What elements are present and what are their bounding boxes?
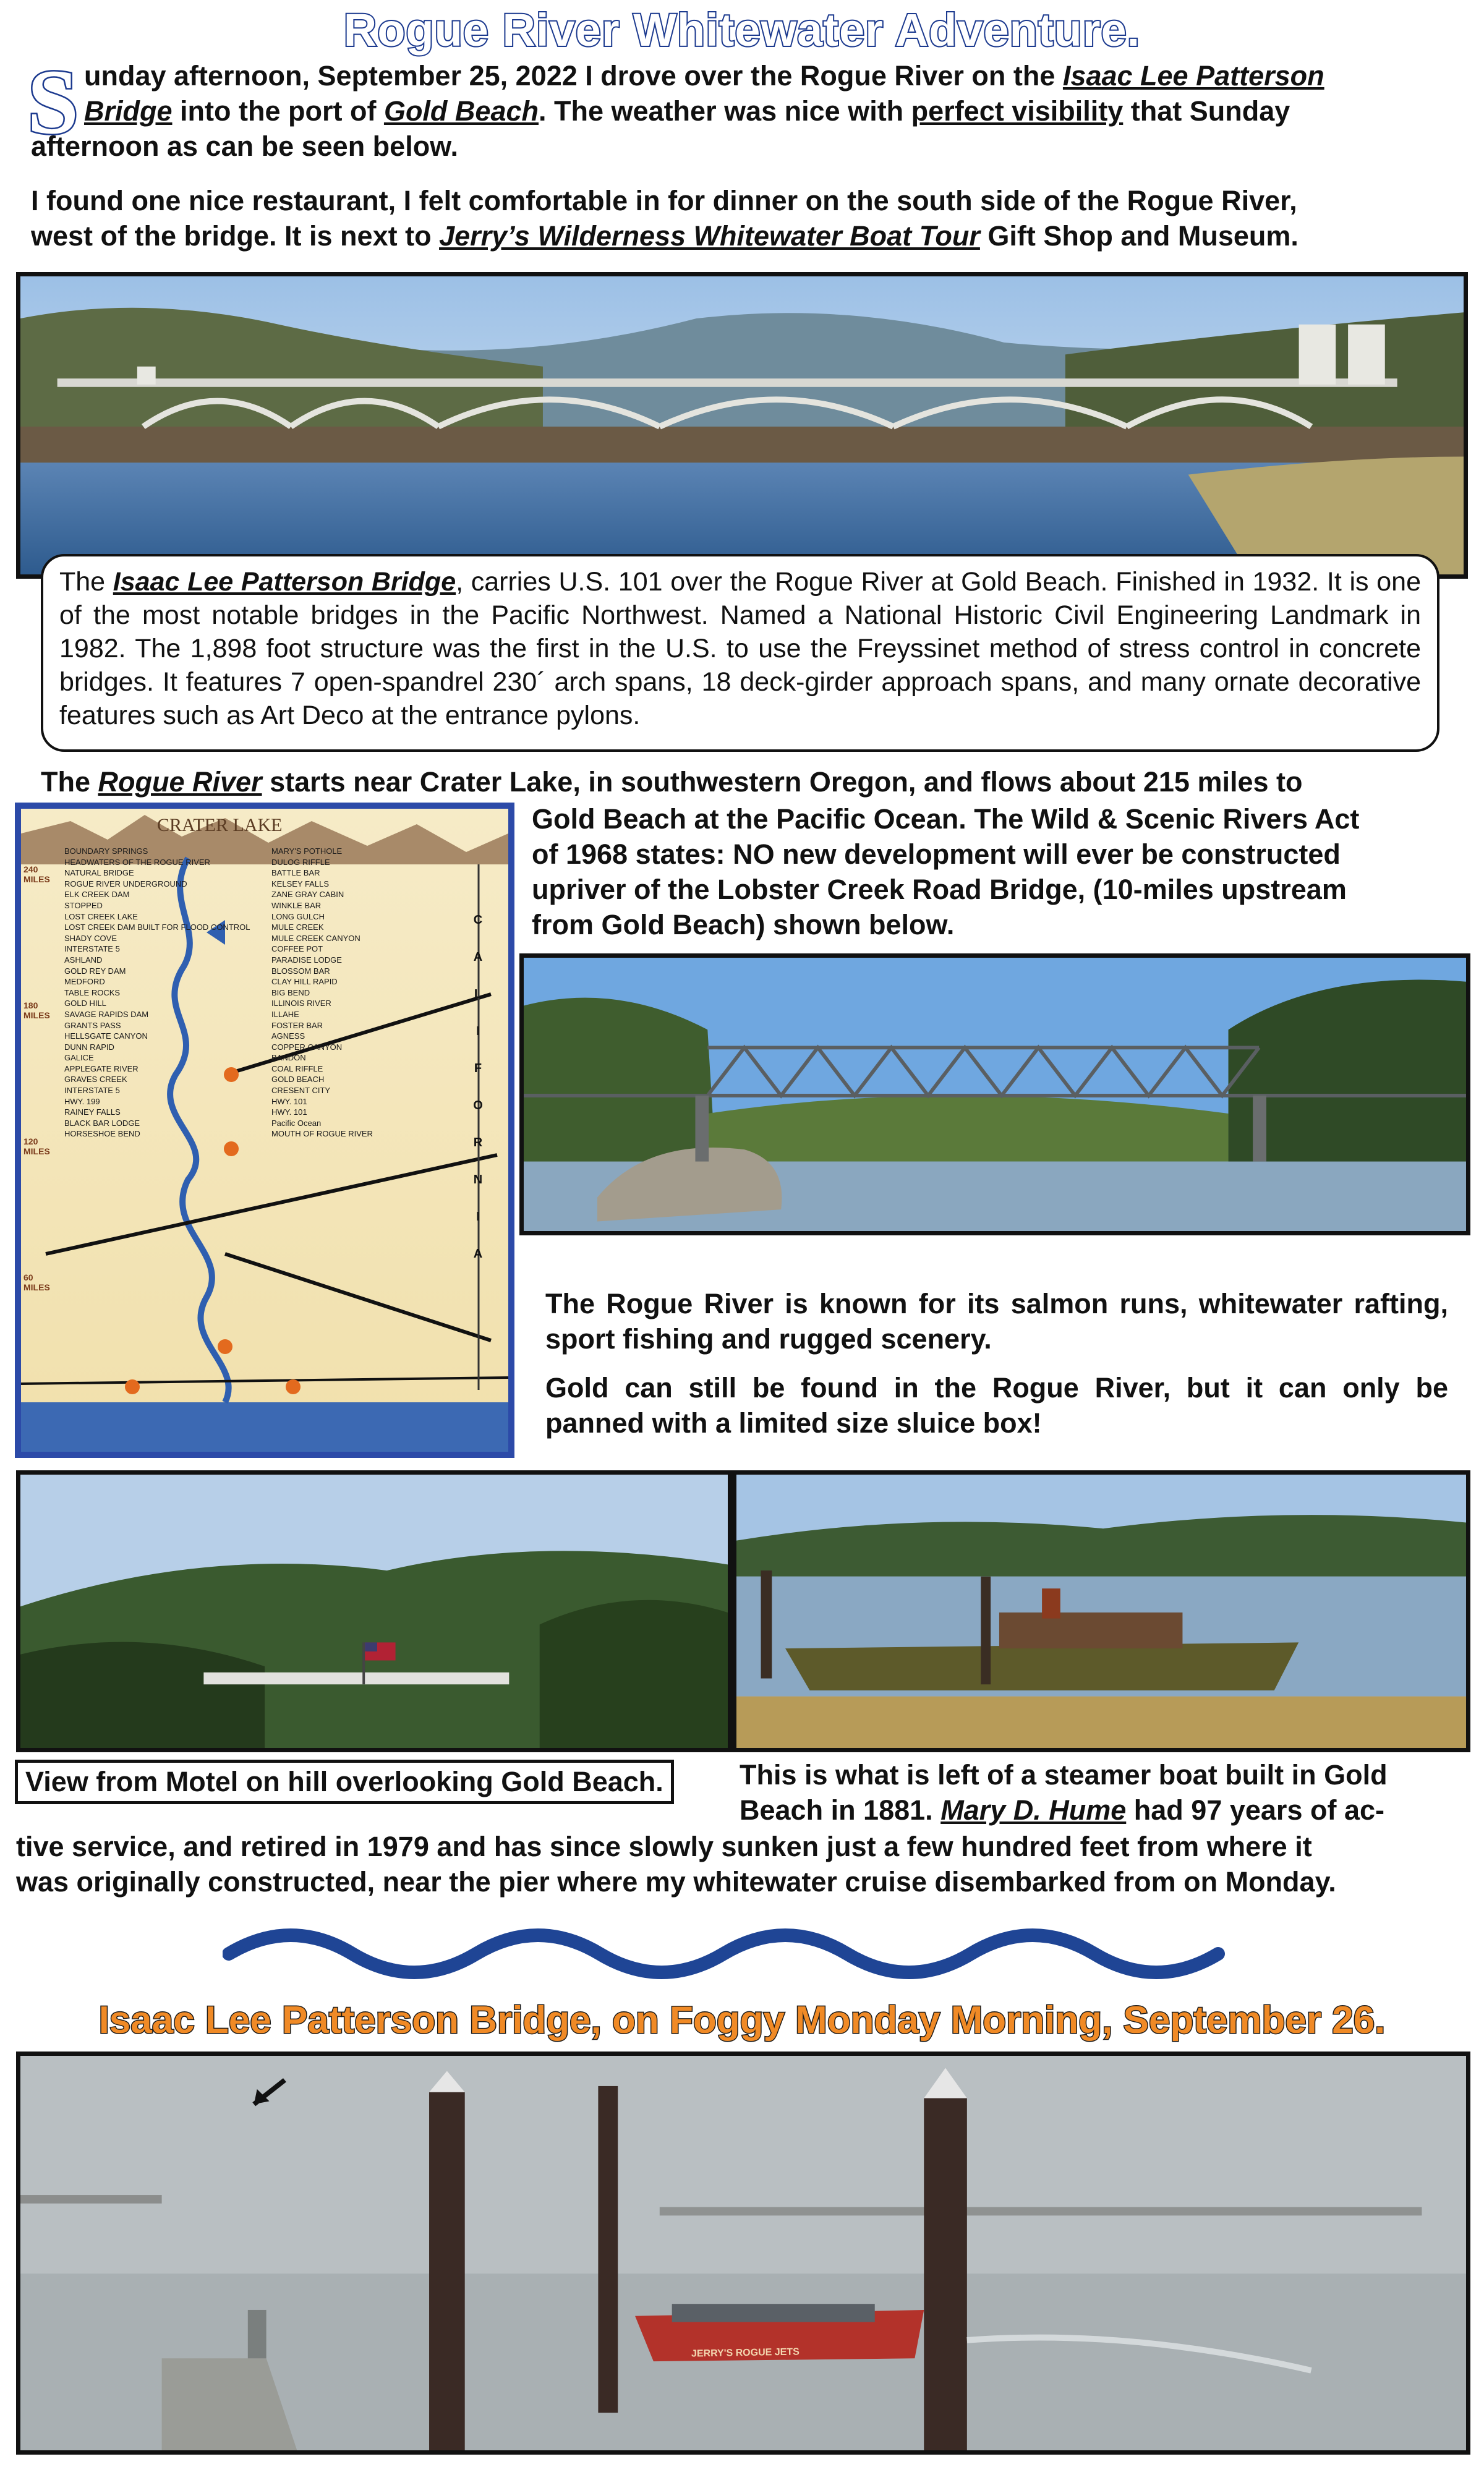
- california-letter: I: [476, 1210, 480, 1224]
- mile-marker: 60 MILES: [23, 1272, 50, 1292]
- california-letter: I: [476, 1025, 480, 1038]
- intro-text: into the port of: [172, 95, 384, 127]
- map-place-label: ROGUE RIVER UNDERGROUND: [64, 879, 187, 888]
- map-place-label: APPLEGATE RIVER: [64, 1063, 139, 1073]
- map-place-label: PARADISE LODGE: [271, 955, 342, 965]
- map-place-label: BLACK BAR LODGE: [64, 1118, 140, 1128]
- intro-paragraph-2: [31, 183, 1465, 254]
- motel-view-photo: [16, 1470, 732, 1752]
- map-place-label: HWY. 101: [271, 1107, 307, 1117]
- map-place-label: KELSEY FALLS: [271, 879, 329, 888]
- map-place-label: BANDON: [271, 1053, 306, 1063]
- map-place-label: HELLSGATE CANYON: [64, 1031, 148, 1041]
- california-letter: C: [473, 913, 483, 927]
- river-text: starts near Crater Lake, in southwestern Oregon, and flows about 215 miles to: [262, 766, 1303, 798]
- steamer-caption-bottom: [16, 1829, 1475, 1899]
- map-place-label: ILLINOIS RIVER: [271, 999, 331, 1008]
- map-place-label: INTERSTATE 5: [64, 1086, 120, 1096]
- california-letter: O: [473, 1099, 483, 1112]
- caption-text: , carries U.S. 101 over the Rogue River at Gold Beach. Finished in 1932. It is one of the most notable bridges in the Pacific Northwest. Named a National Historic Civil Engineering Landmark in 1982. The 1,898 foot structure was the first in the U.S. to use the Freyssinet method of stress control in concrete bridges. It features 7 open-spandrel 230´ arch spans, 18 deck-girder approach spans, and many ornate decorative features such as Art Deco at the entrance pylons.: [59, 567, 1421, 730]
- map-mile-markers: [23, 864, 61, 1408]
- rogue-river-link[interactable]: Rogue River: [98, 766, 262, 798]
- map-place-label: ASHLAND: [64, 955, 103, 965]
- map-place-label: BLOSSOM BAR: [271, 966, 330, 976]
- jerrys-link[interactable]: Jerry’s Wilderness Whitewater Boat Tour: [439, 220, 980, 252]
- motel-caption: View from Motel on hill overlooking Gold Beach.: [15, 1760, 674, 1804]
- map-place-label: SHADY COVE: [64, 933, 117, 943]
- map-place-label: GOLD BEACH: [271, 1075, 325, 1084]
- california-letter: A: [473, 950, 483, 964]
- page-title: Rogue River Whitewater Adventure.: [343, 4, 1141, 56]
- map-place-label: LOST CREEK DAM BUILT FOR FLOOD CONTROL: [64, 922, 250, 932]
- map-place-label: TABLE ROCKS: [64, 987, 121, 997]
- map-place-label: COFFEE POT: [271, 944, 323, 954]
- bridge-caption: [41, 554, 1439, 752]
- map-place-label: GRAVES CREEK: [64, 1075, 127, 1084]
- map-place-label: STOPPED: [64, 900, 103, 910]
- map-place-label: HEADWATERS OF THE ROGUE RIVER: [64, 857, 210, 867]
- map-place-label: AGNESS: [271, 1031, 305, 1041]
- lobster-creek-bridge-photo: [519, 953, 1470, 1235]
- map-place-label: BOUNDARY SPRINGS: [64, 846, 148, 856]
- map-place-label: COPPER CANYON: [271, 1042, 343, 1052]
- bridge-name-link[interactable]: Isaac Lee Patterson Bridge: [113, 567, 456, 597]
- steamer-text: tive service, and retired in 1979 and has since slowly sunken just a few hundred feet from where it: [16, 1831, 1312, 1862]
- map-place-label: HWY. 199: [64, 1096, 100, 1106]
- map-place-label: GOLD REY DAM: [64, 966, 126, 976]
- river-facts-1: The Rogue River is known for its salmon runs, whitewater rafting, sport fishing and rugged scenery.: [545, 1288, 1448, 1355]
- map-place-label: LONG GULCH: [271, 911, 325, 921]
- boat-name-label: JERRY'S ROGUE JETS: [691, 2346, 800, 2359]
- map-place-label: ZANE GRAY CABIN: [271, 890, 344, 900]
- steamer-text: This is what is left of a steamer boat built in Gold: [740, 1759, 1388, 1791]
- map-place-label: MEDFORD: [64, 977, 105, 987]
- steamer-text: was originally constructed, near the pier where my whitewater cruise disembarked from on Monday.: [16, 1866, 1336, 1898]
- bridge-link-2[interactable]: Bridge: [84, 95, 173, 127]
- map-place-list: [64, 846, 460, 1140]
- map-canvas: [21, 809, 508, 1452]
- steamer-caption-top: [740, 1757, 1469, 1828]
- map-place-label: FOSTER BAR: [271, 1020, 323, 1030]
- mary-d-hume-link[interactable]: Mary D. Hume: [940, 1794, 1127, 1826]
- caption-text: The: [59, 567, 113, 597]
- steamer-text: had 97 years of ac-: [1126, 1794, 1384, 1826]
- map-place-label: MOUTH OF ROGUE RIVER: [271, 1129, 373, 1139]
- river-text: upriver of the Lobster Creek Road Bridge, (10-miles upstream: [532, 874, 1347, 905]
- map-place-label: DUNN RAPID: [64, 1042, 114, 1052]
- intro-line-3: afternoon as can be seen below.: [31, 130, 459, 162]
- map-place-label: RAINEY FALLS: [64, 1107, 121, 1117]
- mile-marker: 240 MILES: [23, 864, 50, 884]
- wave-divider: [223, 1917, 1261, 1991]
- map-place-label: HWY. 101: [271, 1096, 307, 1106]
- intro-text: I found one nice restaurant, I felt comfortable in for dinner on the south side of the Rogue River,: [31, 185, 1297, 216]
- map-place-label: GALICE: [64, 1053, 94, 1063]
- steamer-text: Beach in 1881.: [740, 1794, 941, 1826]
- intro-text: Gift Shop and Museum.: [979, 220, 1298, 252]
- map-place-label: HORSESHOE BEND: [64, 1129, 140, 1139]
- river-text: The: [41, 766, 98, 798]
- intro-paragraph-1: [84, 58, 1463, 129]
- intro-text: that Sunday: [1123, 95, 1290, 127]
- steamer-wreck-photo: [732, 1470, 1470, 1752]
- drop-cap: S: [27, 51, 79, 153]
- map-place-label: Pacific Ocean: [271, 1118, 322, 1128]
- map-place-label: LOST CREEK LAKE: [64, 911, 138, 921]
- map-title: CRATER LAKE: [157, 815, 283, 835]
- map-place-label: MULE CREEK: [271, 922, 324, 932]
- map-place-label: NATURAL BRIDGE: [64, 868, 134, 878]
- river-text: of 1968 states: NO new development will ever be constructed: [532, 838, 1341, 870]
- map-place-label: BATTLE BAR: [271, 868, 320, 878]
- river-text: from Gold Beach) shown below.: [532, 909, 955, 940]
- map-place-label: CRESENT CITY: [271, 1086, 331, 1096]
- bridge-photo: [16, 272, 1468, 579]
- map-place-label: BIG BEND: [271, 987, 310, 997]
- foggy-section-title: Isaac Lee Patterson Bridge, on Foggy Monday Morning, September 26.: [98, 1999, 1386, 2042]
- rogue-river-map: [15, 803, 514, 1458]
- map-place-label: INTERSTATE 5: [64, 944, 120, 954]
- map-place-label: DULOG RIFFLE: [271, 857, 330, 867]
- mile-marker: 120 MILES: [23, 1136, 50, 1156]
- gold-beach-link[interactable]: Gold Beach: [383, 95, 539, 127]
- california-letter: L: [474, 987, 482, 1001]
- california-letter: N: [473, 1173, 483, 1187]
- california-letter: F: [474, 1062, 482, 1075]
- river-text: Gold Beach at the Pacific Ocean. The Wild & Scenic Rivers Act: [532, 803, 1360, 835]
- bridge-link[interactable]: Isaac Lee Patterson: [1062, 60, 1324, 92]
- map-place-label: GRANTS PASS: [64, 1020, 121, 1030]
- map-place-label: CLAY HILL RAPID: [271, 977, 338, 987]
- california-letter: R: [473, 1136, 483, 1149]
- intro-text: unday afternoon, September 25, 2022 I drove over the Rogue River on the: [84, 60, 1063, 92]
- river-intro-line-1: [41, 764, 1303, 799]
- california-letter: A: [473, 1247, 483, 1261]
- map-place-label: MARY'S POTHOLE: [271, 846, 343, 856]
- river-intro-rest: [532, 801, 1447, 942]
- map-place-label: MULE CREEK CANYON: [271, 933, 360, 943]
- california-label: [469, 901, 487, 1272]
- map-place-label: COAL RIFFLE: [271, 1063, 323, 1073]
- river-facts-2: Gold can still be found in the Rogue River, but it can only be panned with a limited size sluice box!: [545, 1372, 1448, 1439]
- mile-marker: 180 MILES: [23, 1000, 50, 1020]
- intro-text: west of the bridge. It is next to: [31, 220, 440, 252]
- visibility-text: perfect visibility: [911, 95, 1124, 127]
- map-place-label: GOLD HILL: [64, 999, 106, 1008]
- foggy-morning-photo: [16, 2052, 1470, 2455]
- intro-text: . The weather was nice with: [539, 95, 911, 127]
- map-place-label: ELK CREEK DAM: [64, 890, 130, 900]
- map-place-label: WINKLE BAR: [271, 900, 322, 910]
- map-place-label: ILLAHE: [271, 1009, 299, 1019]
- map-place-label: SAVAGE RAPIDS DAM: [64, 1009, 149, 1019]
